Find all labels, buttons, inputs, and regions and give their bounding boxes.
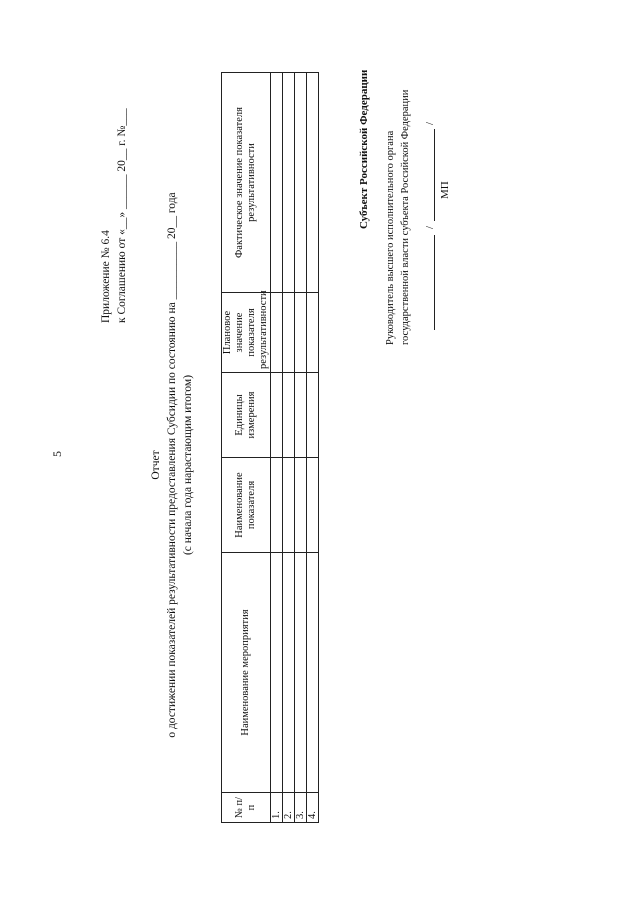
table-cell <box>307 458 319 553</box>
row-number: 3. <box>295 793 307 823</box>
row-number: 1. <box>271 793 283 823</box>
table-cell <box>295 553 307 793</box>
row-number: 2. <box>283 793 295 823</box>
row-number: 4. <box>307 793 319 823</box>
subject-heading: Субъект Российской Федерации <box>358 69 370 229</box>
header-event-name: Наименование мероприятия <box>222 553 271 793</box>
table-row <box>271 73 283 823</box>
report-period-note: (с начала года нарастающим итогом) <box>182 374 194 556</box>
stamp-placeholder: МП <box>439 181 451 199</box>
table-cell <box>307 373 319 458</box>
header-units: Единицы измерения <box>222 373 271 458</box>
table-cell <box>283 553 295 793</box>
header-indicator-name: Наименование показателя <box>222 458 271 553</box>
signature-separator-end: / <box>424 121 436 125</box>
table-cell <box>271 553 283 793</box>
table-cell <box>307 73 319 293</box>
table-row <box>295 73 307 823</box>
table-cell <box>295 458 307 553</box>
table-cell <box>295 73 307 293</box>
signatory-role: Руководитель высшего исполнительного органа <box>385 130 396 345</box>
table-cell <box>307 293 319 373</box>
table-cell <box>295 293 307 373</box>
page-number: 5 <box>50 451 64 457</box>
signature-line <box>434 235 435 330</box>
signature-separator: / <box>424 225 436 229</box>
appendix-number: Приложение № 6.4 <box>100 230 112 323</box>
table-cell <box>283 73 295 293</box>
report-title: Отчет <box>150 450 162 480</box>
name-line <box>434 129 435 221</box>
signatory-role-continued: государственной власти субъекта Российской Федерации <box>400 89 411 345</box>
table-header-row <box>222 73 271 823</box>
table-cell <box>271 73 283 293</box>
appendix-agreement-ref: к Соглашению от «__» ______ 20__ г. №___ <box>116 108 128 323</box>
table-row <box>307 73 319 823</box>
table-row <box>283 73 295 823</box>
table-cell <box>271 373 283 458</box>
table-cell <box>283 373 295 458</box>
table-cell <box>307 553 319 793</box>
header-number: № п/п <box>222 793 271 823</box>
report-subtitle: о достижении показателей результативности предоставления Субсидии по состоянию на __________ 20__ года <box>166 192 178 738</box>
table-cell <box>283 458 295 553</box>
header-actual-value: Фактическое значение показателя результативности <box>222 73 271 293</box>
table-cell <box>283 293 295 373</box>
indicators-table <box>221 72 319 823</box>
header-planned-value: Плановое значение показателя результативности <box>222 293 271 373</box>
table-cell <box>271 293 283 373</box>
table-cell <box>295 373 307 458</box>
table-cell <box>271 458 283 553</box>
